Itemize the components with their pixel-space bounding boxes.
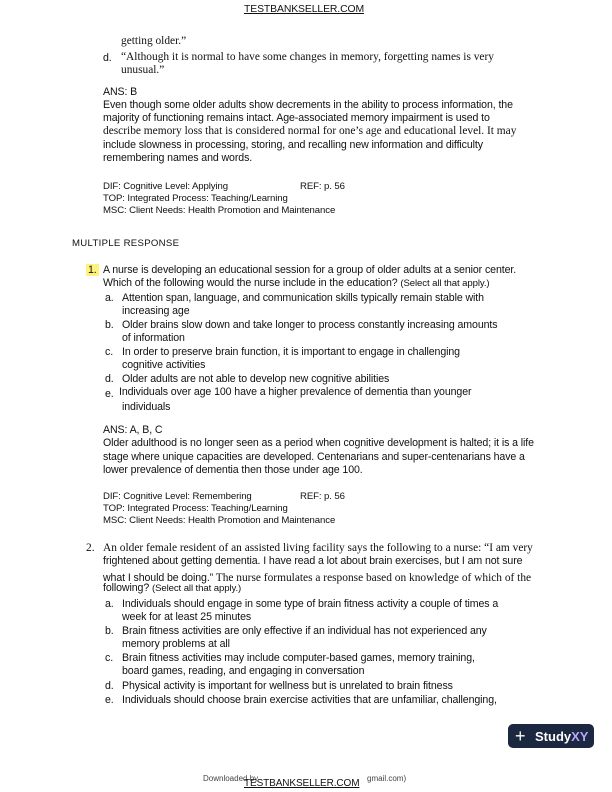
q1-rationale-3: lower prevalence of dementia then those under age 100. bbox=[103, 464, 363, 476]
q1-option-a-line2: increasing age bbox=[122, 305, 190, 317]
q1-option-b-letter: b. bbox=[105, 319, 114, 331]
prev-rationale-3: describe memory loss that is considered normal for one’s age and educational level. It may bbox=[103, 125, 517, 137]
q2-option-c-line1: Brain fitness activities may include computer-based games, memory training, bbox=[122, 652, 475, 664]
prev-option-d-line2: unusual.” bbox=[121, 64, 165, 76]
q2-stem-line1: An older female resident of an assisted living facility says the following to a nurse: “I am very bbox=[103, 542, 533, 554]
prev-option-c-cont: getting older.” bbox=[121, 35, 187, 47]
studyxy-label: StudyXY bbox=[535, 729, 589, 744]
prev-top: TOP: Integrated Process: Teaching/Learning bbox=[103, 193, 288, 204]
header-site[interactable]: TESTBANKSELLER.COM bbox=[244, 4, 365, 15]
q2-option-e-letter: e. bbox=[105, 694, 114, 706]
q1-dif: DIF: Cognitive Level: Remembering bbox=[103, 491, 252, 502]
q2-option-b-line1: Brain fitness activities are only effective if an individual has not experienced any bbox=[122, 625, 487, 637]
q1-option-c-line1: In order to preserve brain function, it is important to engage in challenging bbox=[122, 346, 460, 358]
prev-rationale-5: remembering names and words. bbox=[103, 152, 253, 164]
q2-stem-line3: what I should be doing.” The nurse formulates a response based on knowledge of which of the bbox=[103, 572, 532, 584]
prev-msc: MSC: Client Needs: Health Promotion and Maintenance bbox=[103, 205, 336, 216]
q2-option-d-line1: Physical activity is important for wellness but is unrelated to brain fitness bbox=[122, 680, 453, 692]
q2-option-b-letter: b. bbox=[105, 625, 114, 637]
q1-stem-line2: Which of the following would the nurse include in the education? (Select all that apply.) bbox=[103, 277, 490, 289]
q2-option-e-line1: Individuals should choose brain exercise activities that are unfamiliar, challenging, bbox=[122, 694, 497, 706]
footer-downloaded: Downloaded by bbox=[203, 774, 259, 783]
plus-icon: + bbox=[515, 726, 526, 746]
q1-top: TOP: Integrated Process: Teaching/Learning bbox=[103, 503, 288, 514]
q1-option-c-line2: cognitive activities bbox=[122, 359, 206, 371]
q2-number: 2. bbox=[86, 542, 95, 554]
q1-rationale-1: Older adulthood is no longer seen as a period when cognitive development is halted; it is a life bbox=[103, 437, 534, 449]
q2-option-b-line2: memory problems at all bbox=[122, 638, 230, 650]
q1-option-d-line1: Older adults are not able to develop new cognitive abilities bbox=[122, 373, 390, 385]
q1-option-a-letter: a. bbox=[105, 292, 114, 304]
q2-option-d-letter: d. bbox=[105, 680, 114, 692]
q1-stem-line1: A nurse is developing an educational session for a group of older adults at a senior center. bbox=[103, 264, 517, 276]
q2-option-c-letter: c. bbox=[105, 652, 114, 664]
studyxy-badge[interactable] bbox=[508, 724, 594, 748]
prev-ref: REF: p. 56 bbox=[300, 181, 345, 192]
q1-number: 1. bbox=[88, 264, 97, 276]
q1-option-b-line1: Older brains slow down and take longer to process constantly increasing amounts bbox=[122, 319, 498, 331]
q1-option-c-letter: c. bbox=[105, 346, 114, 358]
q1-option-b-line2: of information bbox=[122, 332, 185, 344]
footer-email: gmail.com) bbox=[367, 774, 407, 783]
prev-dif: DIF: Cognitive Level: Applying bbox=[103, 181, 228, 192]
prev-answer: ANS: B bbox=[103, 86, 138, 98]
q1-option-e-letter: e. bbox=[105, 388, 114, 400]
q1-option-e-line2: individuals bbox=[122, 401, 171, 413]
footer-site[interactable]: TESTBANKSELLER.COM bbox=[244, 778, 360, 789]
q1-msc: MSC: Client Needs: Health Promotion and Maintenance bbox=[103, 515, 336, 526]
prev-rationale-1: Even though some older adults show decrements in the ability to process information, the bbox=[103, 99, 513, 111]
q2-option-c-line2: board games, reading, and engaging in conversation bbox=[122, 665, 365, 677]
q2-stem-line4: following? (Select all that apply.) bbox=[103, 582, 242, 594]
q1-option-d-letter: d. bbox=[105, 373, 114, 385]
q1-ref: REF: p. 56 bbox=[300, 491, 345, 502]
q1-option-e-line1: Individuals over age 100 have a higher prevalence of dementia than younger bbox=[119, 386, 472, 398]
q1-rationale-2: stage where unique capacities are developed. Centenarians and super-centenarians have a bbox=[103, 451, 525, 463]
section-title: MULTIPLE RESPONSE bbox=[72, 238, 180, 249]
q2-option-a-letter: a. bbox=[105, 598, 114, 610]
q1-answer: ANS: A, B, C bbox=[103, 424, 163, 436]
prev-rationale-2: majority of functioning remains intact. Age-associated memory impairment is used to bbox=[103, 112, 490, 124]
prev-rationale-4: include slowness in processing, storing, and recalling new information and difficulty bbox=[103, 139, 483, 151]
q1-option-a-line1: Attention span, language, and communication skills typically remain stable with bbox=[122, 292, 484, 304]
q2-option-a-line1: Individuals should engage in some type of brain fitness activity a couple of times a bbox=[122, 598, 499, 610]
prev-option-d-letter: d. bbox=[103, 52, 112, 64]
prev-option-d-line1: “Although it is normal to have some changes in memory, forgetting names is very bbox=[121, 51, 494, 63]
q2-stem-line2: frightened about getting dementia. I have read a lot about brain exercises, but I am not sure bbox=[103, 555, 523, 567]
q2-option-a-line2: week for at least 25 minutes bbox=[122, 611, 252, 623]
